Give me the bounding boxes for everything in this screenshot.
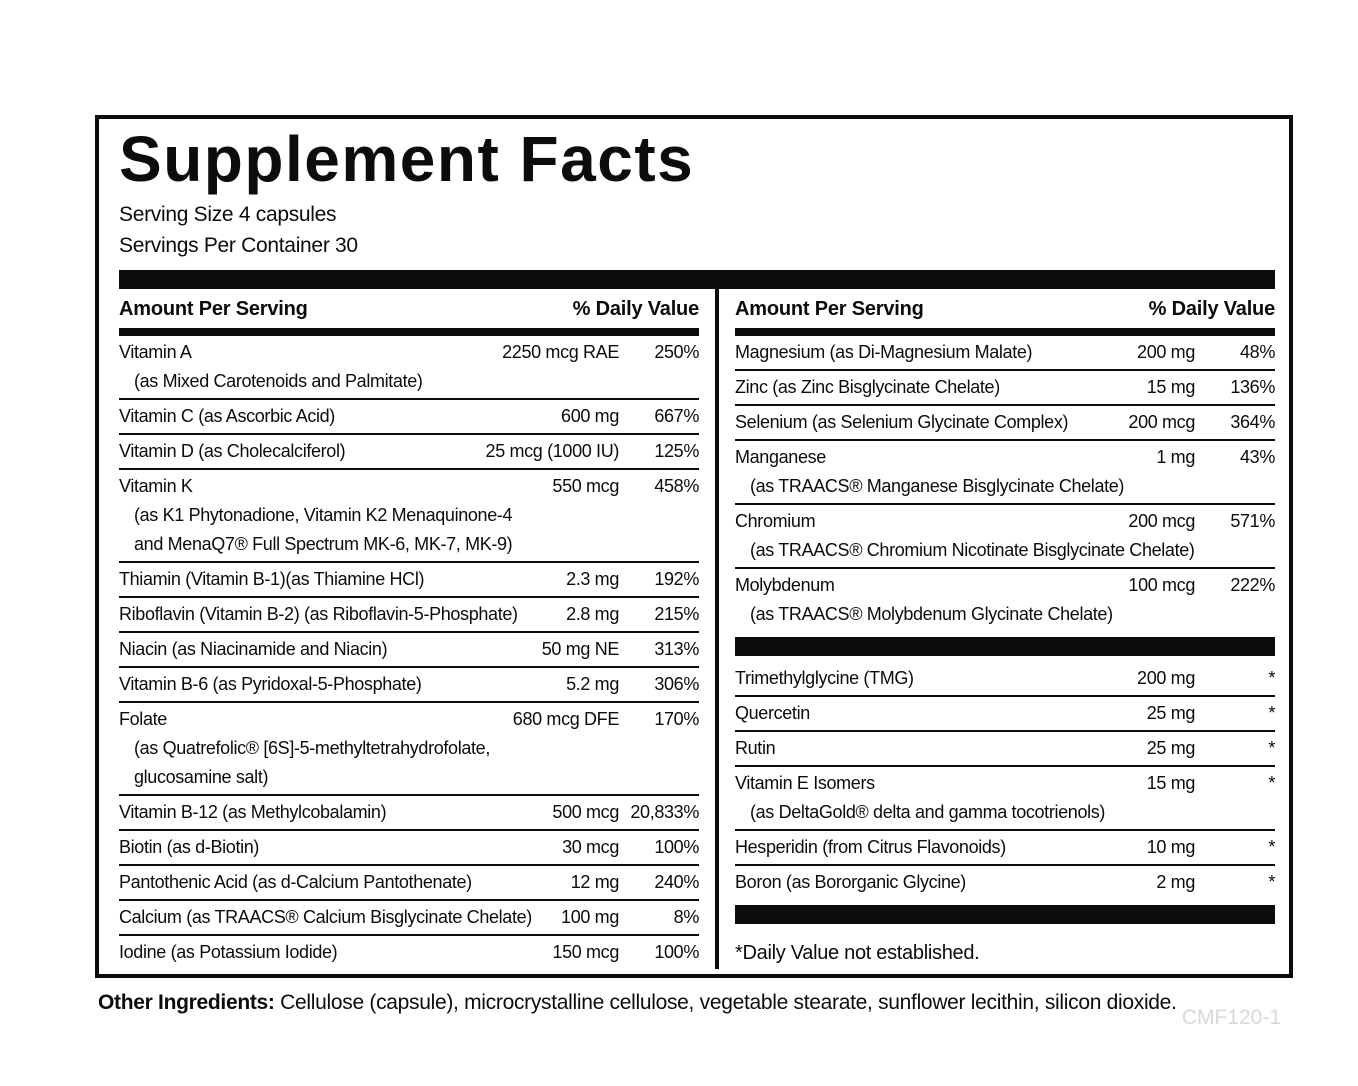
ingredient-name: Vitamin C (as Ascorbic Acid)	[119, 406, 335, 426]
ingredient-source: (as K1 Phytonadione, Vitamin K2 Menaquinone-4	[134, 505, 513, 525]
daily-value: *	[1268, 668, 1275, 688]
ingredient-row	[119, 901, 699, 936]
daily-value: 306%	[654, 674, 699, 694]
ingredient-amount: 25 mg	[1146, 703, 1195, 723]
ingredient-row	[735, 866, 1275, 899]
ingredient-amount: 600 mg	[561, 406, 619, 426]
daily-value: 192%	[654, 569, 699, 589]
ingredient-name: Niacin (as Niacinamide and Niacin)	[119, 639, 388, 659]
ingredient-name: Boron (as Bororganic Glycine)	[735, 872, 966, 892]
servings-per-container: Servings Per Container 30	[119, 234, 358, 257]
ingredient-name: Vitamin D (as Cholecalciferol)	[119, 441, 346, 461]
ingredient-amount: 12 mg	[570, 872, 619, 892]
supplement-facts-panel	[95, 115, 1293, 978]
ingredient-amount: 100 mcg	[1128, 575, 1195, 595]
ingredient-amount: 25 mcg (1000 IU)	[485, 441, 619, 461]
ingredient-amount: 150 mcg	[552, 942, 619, 962]
ingredient-amount: 2250 mcg RAE	[502, 342, 619, 362]
ingredient-name: Selenium (as Selenium Glycinate Complex)	[735, 412, 1069, 432]
ingredient-name: Biotin (as d-Biotin)	[119, 837, 260, 857]
ingredient-row	[735, 371, 1275, 406]
ingredient-source: (as Mixed Carotenoids and Palmitate)	[134, 371, 423, 391]
panel-title: Supplement Facts	[119, 123, 695, 195]
right-column-header	[735, 289, 1275, 328]
daily-value: 100%	[654, 942, 699, 962]
daily-value: 458%	[654, 476, 699, 496]
ingredient-row	[119, 866, 699, 901]
ingredient-amount: 200 mcg	[1128, 412, 1195, 432]
left-column-header	[119, 289, 699, 328]
daily-value: 125%	[654, 441, 699, 461]
daily-value: 240%	[654, 872, 699, 892]
ingredient-amount: 680 mcg DFE	[512, 709, 619, 729]
ingredient-row	[119, 703, 699, 796]
daily-value: 20,833%	[630, 802, 699, 822]
top-divider-bar	[119, 270, 1275, 289]
ingredient-row	[119, 668, 699, 703]
right-no-dv-rows	[735, 662, 1275, 899]
other-ingredients	[98, 988, 1278, 1018]
other-ingredients-text: Cellulose (capsule), microcrystalline cellulose, vegetable stearate, sunflower lecithin, silicon dioxide.	[274, 991, 1177, 1014]
ingredient-amount: 2.3 mg	[566, 569, 619, 589]
daily-value-footnote: *Daily Value not established.	[735, 942, 980, 964]
ingredient-name: Quercetin	[735, 703, 810, 723]
amount-per-serving-header: Amount Per Serving	[735, 298, 924, 320]
daily-value: 170%	[654, 709, 699, 729]
ingredient-amount: 30 mcg	[562, 837, 619, 857]
daily-value: 100%	[654, 837, 699, 857]
ingredient-name: Iodine (as Potassium Iodide)	[119, 942, 338, 962]
ingredient-amount: 550 mcg	[552, 476, 619, 496]
ingredient-name: Vitamin A	[119, 342, 192, 362]
daily-value-header: % Daily Value	[1148, 298, 1275, 320]
header-divider-bar	[119, 328, 699, 336]
ingredient-name: Pantothenic Acid (as d-Calcium Pantothenate)	[119, 872, 472, 892]
ingredient-source: (as TRAACS® Chromium Nicotinate Bisglycinate Chelate)	[750, 540, 1195, 560]
ingredient-row	[119, 470, 699, 563]
ingredient-row	[119, 336, 699, 400]
ingredient-name: Vitamin E Isomers	[735, 773, 875, 793]
ingredient-name: Thiamin (Vitamin B-1)(as Thiamine HCl)	[119, 569, 425, 589]
daily-value: 48%	[1240, 342, 1275, 362]
daily-value: *	[1268, 872, 1275, 892]
ingredient-row	[735, 697, 1275, 732]
serving-info	[119, 199, 1275, 261]
ingredient-row	[735, 831, 1275, 866]
ingredient-amount: 2.8 mg	[566, 604, 619, 624]
product-code: CMF120-1	[1181, 1006, 1281, 1029]
ingredient-amount: 15 mg	[1146, 773, 1195, 793]
ingredient-amount: 200 mcg	[1128, 511, 1195, 531]
ingredient-row	[735, 505, 1275, 569]
ingredient-name: Vitamin B-12 (as Methylcobalamin)	[119, 802, 387, 822]
ingredient-row	[735, 336, 1275, 371]
ingredient-source: (as TRAACS® Molybdenum Glycinate Chelate)	[750, 604, 1113, 624]
section-divider-bar	[735, 905, 1275, 924]
daily-value-header: % Daily Value	[572, 298, 699, 320]
ingredient-row	[119, 563, 699, 598]
daily-value: 8%	[673, 907, 699, 927]
ingredient-amount: 1 mg	[1156, 447, 1195, 467]
ingredient-row	[119, 435, 699, 470]
ingredient-amount: 500 mcg	[552, 802, 619, 822]
ingredient-amount: 2 mg	[1156, 872, 1195, 892]
ingredient-name: Trimethylglycine (TMG)	[735, 668, 914, 688]
ingredient-row	[735, 732, 1275, 767]
facts-columns	[119, 289, 1275, 969]
daily-value: 667%	[654, 406, 699, 426]
ingredient-name: Folate	[119, 709, 167, 729]
ingredient-name: Molybdenum	[735, 575, 835, 595]
ingredient-amount: 10 mg	[1146, 837, 1195, 857]
ingredient-name: Riboflavin (Vitamin B-2) (as Riboflavin-5-Phosphate)	[119, 604, 518, 624]
header-divider-bar	[735, 328, 1275, 336]
ingredient-name: Manganese	[735, 447, 826, 467]
ingredient-name: Vitamin K	[119, 476, 193, 496]
serving-size: Serving Size 4 capsules	[119, 203, 337, 226]
daily-value: *	[1268, 738, 1275, 758]
left-ingredient-rows	[119, 336, 699, 969]
ingredient-row	[735, 441, 1275, 505]
ingredient-source: glucosamine salt)	[134, 767, 269, 787]
ingredient-source: (as DeltaGold® delta and gamma tocotrienols)	[750, 802, 1106, 822]
right-column	[719, 289, 1275, 969]
section-divider-bar	[735, 637, 1275, 656]
amount-per-serving-header: Amount Per Serving	[119, 298, 308, 320]
ingredient-row	[119, 400, 699, 435]
ingredient-name: Magnesium (as Di-Magnesium Malate)	[735, 342, 1033, 362]
ingredient-amount: 100 mg	[561, 907, 619, 927]
ingredient-row	[119, 936, 699, 969]
ingredient-amount: 5.2 mg	[566, 674, 619, 694]
ingredient-name: Rutin	[735, 738, 776, 758]
daily-value: *	[1268, 703, 1275, 723]
ingredient-name: Vitamin B-6 (as Pyridoxal-5-Phosphate)	[119, 674, 422, 694]
ingredient-row	[119, 831, 699, 866]
daily-value: 43%	[1240, 447, 1275, 467]
ingredient-amount: 15 mg	[1146, 377, 1195, 397]
daily-value: 571%	[1230, 511, 1275, 531]
ingredient-row	[119, 598, 699, 633]
ingredient-row	[735, 569, 1275, 631]
ingredient-source: (as Quatrefolic® [6S]-5-methyltetrahydrofolate,	[134, 738, 490, 758]
ingredient-source: (as TRAACS® Manganese Bisglycinate Chelate)	[750, 476, 1125, 496]
daily-value: 313%	[654, 639, 699, 659]
ingredient-name: Hesperidin (from Citrus Flavonoids)	[735, 837, 1006, 857]
daily-value: 215%	[654, 604, 699, 624]
ingredient-source: and MenaQ7® Full Spectrum MK-6, MK-7, MK-9)	[134, 534, 513, 554]
daily-value: 250%	[654, 342, 699, 362]
ingredient-row	[119, 633, 699, 668]
ingredient-amount: 25 mg	[1146, 738, 1195, 758]
ingredient-name: Calcium (as TRAACS® Calcium Bisglycinate Chelate)	[119, 907, 532, 927]
other-ingredients-label: Other Ingredients:	[98, 991, 275, 1014]
ingredient-name: Zinc (as Zinc Bisglycinate Chelate)	[735, 377, 1000, 397]
ingredient-amount: 200 mg	[1137, 668, 1195, 688]
ingredient-row	[119, 796, 699, 831]
daily-value: *	[1268, 837, 1275, 857]
daily-value: *	[1268, 773, 1275, 793]
left-column	[119, 289, 719, 969]
daily-value: 364%	[1230, 412, 1275, 432]
ingredient-row	[735, 406, 1275, 441]
daily-value: 136%	[1230, 377, 1275, 397]
ingredient-row	[735, 767, 1275, 831]
ingredient-amount: 50 mg NE	[541, 639, 619, 659]
daily-value: 222%	[1230, 575, 1275, 595]
right-mineral-rows	[735, 336, 1275, 631]
ingredient-name: Chromium	[735, 511, 816, 531]
ingredient-row	[735, 662, 1275, 697]
ingredient-amount: 200 mg	[1137, 342, 1195, 362]
